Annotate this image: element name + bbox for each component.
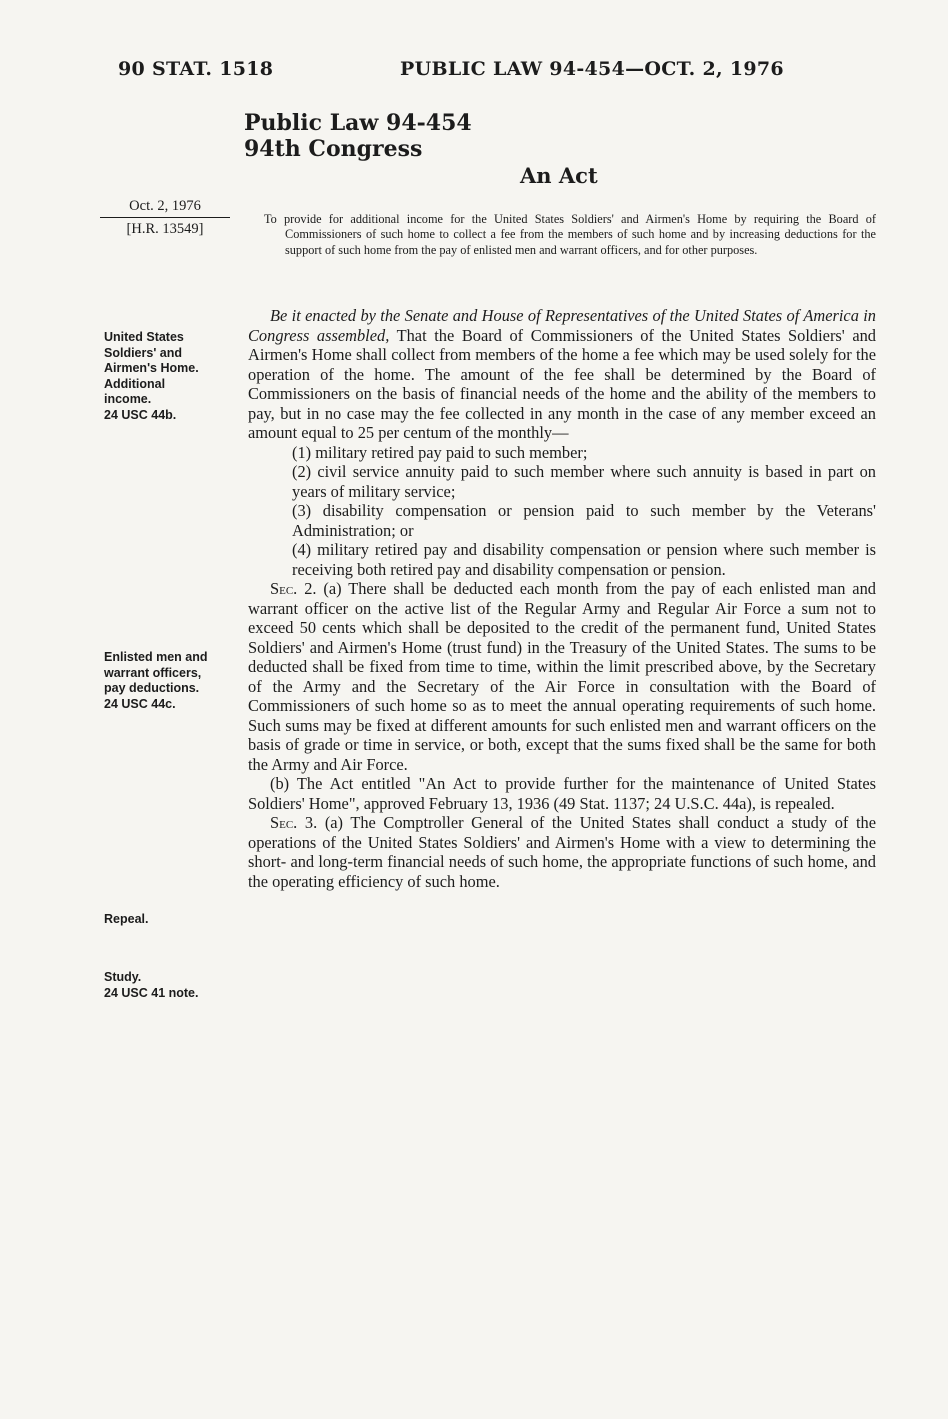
margin-note-repeal: Repeal. — [104, 912, 149, 926]
list-item: (3) disability compensation or pension paid to such member by the Veterans' Administration; or — [292, 501, 876, 540]
margin-note-additional-income: United States Soldiers' and Airmen's Home. Additional income. 24 USC 44b. — [104, 330, 199, 422]
act-body — [248, 306, 876, 891]
section-1 — [248, 306, 876, 443]
list-item: (1) military retired pay paid to such member; — [292, 442, 588, 462]
margin-note-pay-deductions: Enlisted men and warrant officers, pay deductions. 24 USC 44c. — [104, 650, 208, 711]
purpose-clause: To provide for additional income for the United States Soldiers' and Airmen's Home by requiring the Board of Commissioners of such home to collect a fee from the members of such home and by increasing deductions for the support of such home from the pay of enlisted men and warrant officers, and for other purposes. — [264, 212, 876, 257]
public-law-number: Public Law 94-454 — [244, 110, 472, 136]
section-2a-text: (a) There shall be deducted each month from the pay of each enlisted man and warrant officer on the active list of the Regular Army and Regular Air Force a sum not to exceed 50 cents which shall be deposited to the credit of the permanent fund, United States Soldiers' and Airmen's Home (trust fund) in the Treasury of the United States. The sums to be deducted shall be fixed from time to time, within the limit prescribed above, by the Secretary of the Army and the Secretary of the Air Force in consultation with the Board of Commissioners of such home so as to meet the annual operating requirements of such home. Such sums may be fixed at different amounts for such enlisted men and warrant officers on the basis of grade or time in service, or both, except that the sums fixed shall be the same for both the Army and Air Force. — [248, 579, 876, 774]
section-1-text: That the Board of Commissioners of the United States Soldiers' and Airmen's Home shall collect from members of the home a fee which may be used solely for the operation of the home. The amount of the fee shall be determined by the Board of Commissioners on the basis of financial needs of the home and the ability of the members to pay, but in no case may the fee collected in any month in the case of any member exceed an amount equal to 25 per centum of the monthly— — [248, 325, 876, 442]
law-title-block — [244, 110, 472, 162]
enacting-clause: Be it enacted by the Senate and House of Representatives of the United States of America in Congress assembled, — [248, 306, 876, 345]
congress-number: 94th Congress — [244, 136, 423, 162]
bill-number: [H.R. 13549] — [126, 221, 204, 237]
list-item: (4) military retired pay and disability compensation or pension where such member is receiving both retired pay and disability compensation or pension. — [292, 540, 876, 579]
margin-note-study: Study. 24 USC 41 note. — [104, 970, 199, 1000]
an-act-heading: An Act — [520, 163, 598, 188]
stat-page-number: 90 STAT. 1518 — [118, 58, 274, 80]
section-2b: (b) The Act entitled "An Act to provide further for the maintenance of United States Soldiers' Home", approved February 13, 1936 (49 Stat. 1137; 24 U.S.C. 44a), is repealed. — [248, 774, 876, 813]
section-3-label: Sec. 3. — [270, 813, 318, 832]
section-2-label: Sec. 2. — [270, 579, 317, 598]
running-header: PUBLIC LAW 94-454—OCT. 2, 1976 — [400, 58, 784, 80]
section-3a-text: (a) The Comptroller General of the United States shall conduct a study of the operations of the United States Soldiers' and Airmen's Home with a view to determining the short- and long-term financial needs of such home, the appropriate functions of such home, and the operating efficiency of such home. — [248, 813, 876, 891]
enactment-date: Oct. 2, 1976 — [100, 198, 230, 218]
section-3a — [248, 813, 876, 891]
section-2a — [248, 579, 876, 774]
list-item: (2) civil service annuity paid to such member where such annuity is based in part on years of military service; — [292, 462, 876, 501]
enactment-date-block — [100, 198, 230, 238]
